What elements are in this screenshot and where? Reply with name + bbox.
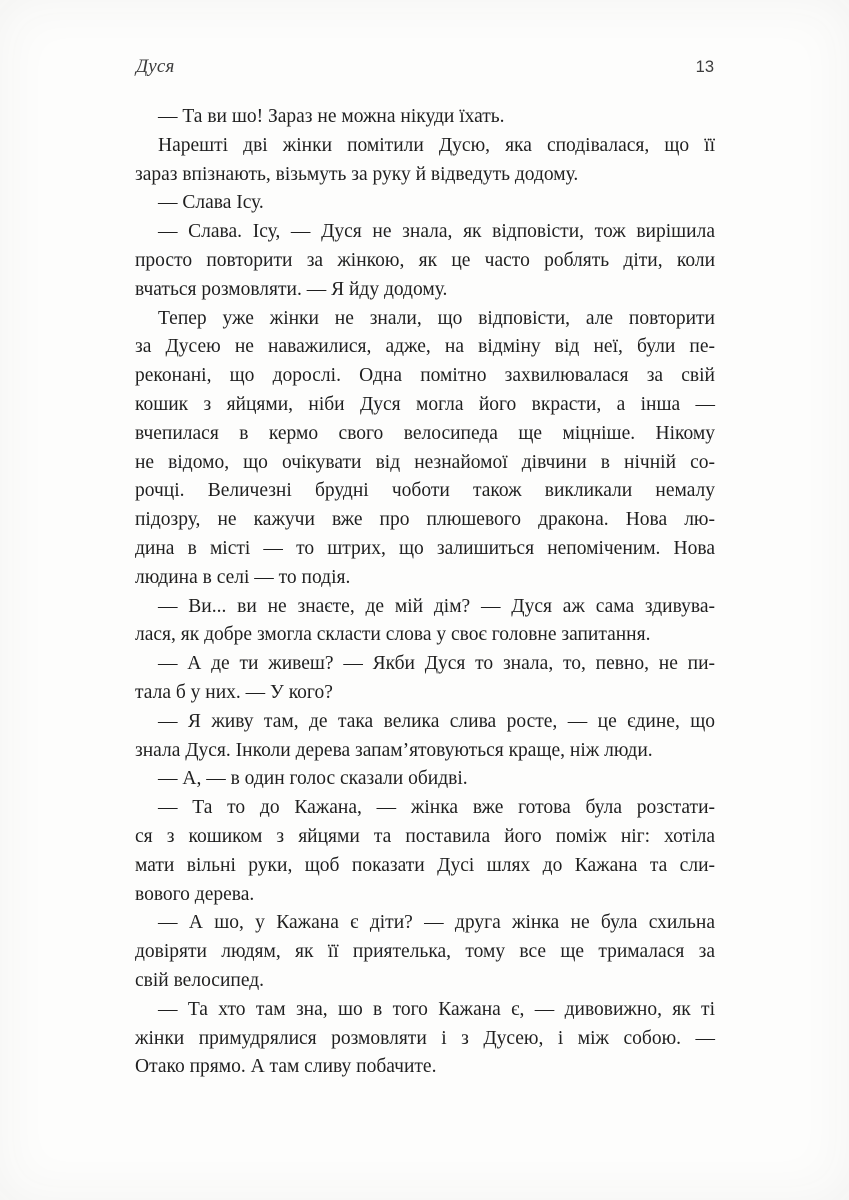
paragraph xyxy=(135,909,715,995)
text-line: — А, — в один голос сказали обидві. xyxy=(158,768,468,790)
paragraph xyxy=(135,996,715,1082)
running-title: Дуся xyxy=(136,56,175,77)
text-line: Тепер уже жінки не знали, що відповісти, але повторити xyxy=(158,307,715,329)
text-line: — Та хто там зна, шо в того Кажана є, — дивовижно, як ті xyxy=(158,998,715,1020)
page-body xyxy=(135,103,715,1082)
text-line: довіряти людям, як її приятелька, тому все ще трималася за xyxy=(135,941,715,963)
text-line: свій велосипед. xyxy=(135,969,265,991)
text-line: знала Дуся. Інколи дерева запам’ятовуються краще, ніж люди. xyxy=(135,739,653,761)
page-header xyxy=(136,56,714,78)
text-line: вчаться розмовляти. — Я йду додому. xyxy=(135,278,448,300)
paragraph xyxy=(135,189,715,218)
paragraph xyxy=(135,593,715,651)
text-line: Отако прямо. А там сливу побачите. xyxy=(135,1056,437,1078)
text-line: — Слава. Ісу, — Дуся не знала, як відповісти, тож вирішила xyxy=(158,221,715,243)
text-line: — Я живу там, де така велика слива росте, — це єдине, що xyxy=(158,710,715,732)
text-line: тала б у них. — У кого? xyxy=(135,681,333,703)
text-line: ся з кошиком з яйцями та поставила його поміж ніг: хотіла xyxy=(135,825,715,847)
text-line: кошик з яйцями, ніби Дуся могла його вкрасти, а інша — xyxy=(135,393,715,415)
paragraph xyxy=(135,305,715,593)
text-line: — Та то до Кажана, — жінка вже готова була розстати- xyxy=(158,797,715,819)
paragraph xyxy=(135,103,715,132)
text-line: мати вільні руки, щоб показати Дусі шлях до Кажана та сли- xyxy=(135,854,715,876)
text-line: — А шо, у Кажана є діти? — друга жінка не була схильна xyxy=(158,912,715,934)
text-line: просто повторити за жінкою, як це часто роблять діти, коли xyxy=(135,249,715,271)
text-line: вчепилася в кермо свого велосипеда ще міцніше. Нікому xyxy=(135,422,715,444)
text-line: реконані, що дорослі. Одна помітно захвилювалася за свій xyxy=(135,365,715,387)
text-line: Нарешті дві жінки помітили Дусю, яка сподівалася, що її xyxy=(158,134,715,156)
text-line: дина в місті — то штрих, що залишиться непоміченим. Нова xyxy=(135,537,715,559)
paragraph xyxy=(135,132,715,190)
text-line: людина в селі — то подія. xyxy=(135,566,351,588)
text-line: — Ви... ви не знаєте, де мій дім? — Дуся аж сама здивува- xyxy=(158,595,715,617)
text-line: вового дерева. xyxy=(135,883,255,905)
text-line: підозру, не кажучи вже про плюшевого дракона. Нова лю- xyxy=(135,509,715,531)
paragraph xyxy=(135,708,715,766)
text-line: лася, як добре змогла скласти слова у своє головне запитання. xyxy=(135,624,651,646)
text-line: зараз впізнають, візьмуть за руку й відведуть додому. xyxy=(135,163,579,185)
paragraph xyxy=(135,218,715,304)
text-line: — Та ви шо! Зараз не можна нікуди їхать. xyxy=(158,106,505,127)
text-line: жінки примудрялися розмовляти і з Дусею, і між собою. — xyxy=(135,1027,715,1049)
text-line: рочці. Величезні брудні чоботи також викликали немалу xyxy=(135,480,715,502)
text-line: за Дусею не наважилися, адже, на відміну від неї, були пе- xyxy=(135,336,715,358)
paragraph xyxy=(135,794,715,909)
text-line: не відомо, що очікувати від незнайомої дівчини в нічній со- xyxy=(135,451,715,473)
page-number: 13 xyxy=(695,58,714,76)
text-line: — Слава Ісу. xyxy=(158,192,264,214)
paragraph xyxy=(135,765,715,794)
text-line: — А де ти живеш? — Якби Дуся то знала, то, певно, не пи- xyxy=(158,653,715,675)
paragraph xyxy=(135,650,715,708)
